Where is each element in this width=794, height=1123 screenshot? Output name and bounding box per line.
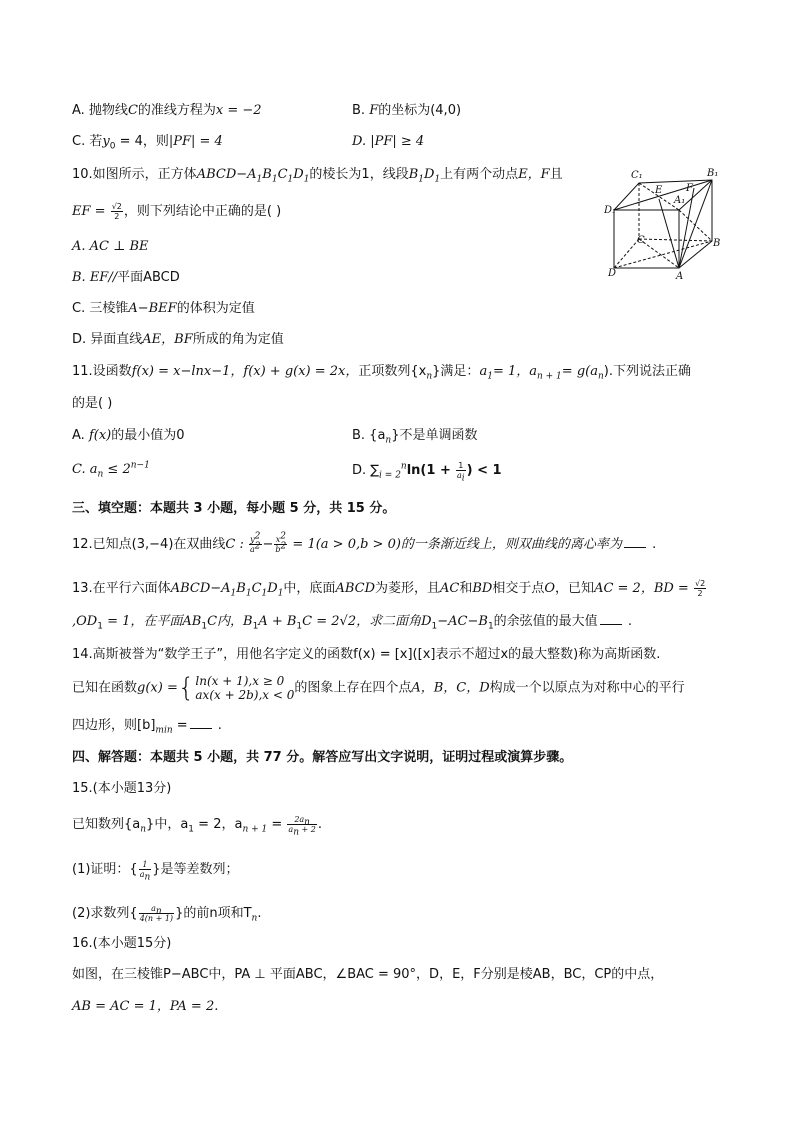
q14-line2: 已知在函数g(x) ={ ln(x + 1),x ≥ 0 ax(x + 2b),x < 0 的图象上存在四个点A，B，C，D构成一个以原点为对称中心的平行 bbox=[72, 673, 685, 703]
section-3-heading: 三、填空题：本题共 3 小题，每小题 5 分，共 15 分。 bbox=[72, 501, 396, 516]
q10-option-b: B. EF//平面ABCD bbox=[72, 270, 180, 285]
label-a: A bbox=[676, 271, 684, 282]
q11-stem-line2: 的是( ) bbox=[72, 396, 113, 411]
label-a1: A₁ bbox=[674, 195, 686, 206]
label-c: C bbox=[637, 235, 645, 246]
label-c1: C₁ bbox=[631, 170, 643, 181]
q16-line2: AB = AC = 1，PA = 2. bbox=[72, 999, 219, 1014]
q10-option-d: D. 异面直线AE，BF所成的角为定值 bbox=[72, 332, 284, 347]
q10-option-a: A. AC ⊥ BE bbox=[72, 239, 149, 254]
q15-title: 15.(本小题13分) bbox=[72, 781, 172, 796]
q13-line2: $,OD_1 = 1$，在平面$AB_1C$内，$B_1A + B_1C = 2√2$，求二面角$D_1-AC-B_1$的余弦值的最大值 . bbox=[72, 614, 632, 632]
q9-option-c: C. 若$y_0 = 4$，则|PF| = 4 bbox=[72, 134, 223, 152]
label-f: F bbox=[686, 183, 693, 194]
q10-stem-line2: EF = $\frac{√2}{2}$ ，则下列结论中正确的是( ) bbox=[72, 202, 282, 221]
label-b: B bbox=[713, 238, 721, 249]
cube-figure bbox=[604, 166, 724, 284]
q11-option-b: B. $\{a_n\}$不是单调函数 bbox=[352, 428, 478, 446]
q11-option-a: A. f(x)的最小值为0 bbox=[72, 428, 185, 443]
q12: 12.已知点(3,−4)在双曲线C : $\frac{y^2}{a^2}$ − $\frac{x^2}{b^2}$ = 1(a > 0,b > 0)的一条渐近线上，则双曲线的离心率为 . bbox=[72, 531, 657, 554]
q11-stem-line1: 11.设函数f(x) = x−lnx−1，f(x) + g(x) = 2x，正项数列$\{x_n\}$满足：$a_1= 1$，$a_{n + 1}= g(a_n)$.下列说法正确 bbox=[72, 364, 691, 382]
q9-option-d: D. |PF| ≥ 4 bbox=[352, 134, 425, 149]
q9-option-b: B. F的坐标为(4,0) bbox=[352, 103, 462, 118]
q11-option-c: C. $a_n \le 2^{n-1}$ bbox=[72, 460, 150, 480]
q16-title: 16.(本小题15分) bbox=[72, 936, 172, 951]
label-d: D bbox=[608, 268, 617, 279]
q11-option-d: D. $\sum_{i = 2}^n\ln(1$ + $\frac{1}{a_i}$ ) < 1 bbox=[352, 461, 502, 484]
q15-part1: (1)证明：{ $\frac{1}{a_n}$ }是等差数列； bbox=[72, 860, 239, 883]
q16-line1: 如图，在三棱锥P−ABC中，PA ⊥ 平面ABC，∠BAC = 90°，D，E，F分别是棱AB，BC，CP的中点， bbox=[72, 967, 664, 982]
q15-stem: 已知数列$\{a_n\}$中，$a_1 = 2$，$a_{n + 1}$ = $\frac{2a_n}{a_n + 2}$ . bbox=[72, 815, 323, 838]
q9-option-a: A. 抛物线C的准线方程为x = −2 bbox=[72, 103, 262, 118]
label-b1: B₁ bbox=[707, 168, 719, 179]
label-d1: D₁ bbox=[604, 205, 617, 216]
q10-option-c: C. 三棱锥A−BEF的体积为定值 bbox=[72, 301, 255, 316]
section-4-heading: 四、解答题：本题共 5 小题，共 77 分。解答应写出文字说明，证明过程或演算步骤。 bbox=[72, 750, 573, 765]
q14-line1: 14.高斯被誉为“数学王子”，用他名字定义的函数f(x) = [x]([x]表示不超过x的最大整数)称为高斯函数. bbox=[72, 647, 661, 662]
label-e: E bbox=[655, 185, 663, 196]
q13-line1: 13.在平行六面体$ABCD-A_1B_1C_1D_1$中，底面ABCD为菱形，且AC和BD相交于点O，已知AC = 2，BD = $\frac{√2}{2}$ bbox=[72, 579, 706, 599]
q15-part2: (2)求数列{ $\frac{a_n}{4(n + 1)}$ }的前n项和$T_n$. bbox=[72, 904, 262, 924]
q14-line3: 四边形，则$[b]_{min}$ = . bbox=[72, 718, 222, 736]
q10-stem-line1: 10.如图所示，正方体$ABCD-A_1B_1C_1D_1$的棱长为1，线段$B_1D_1$上有两个动点E，F且 bbox=[72, 167, 563, 185]
